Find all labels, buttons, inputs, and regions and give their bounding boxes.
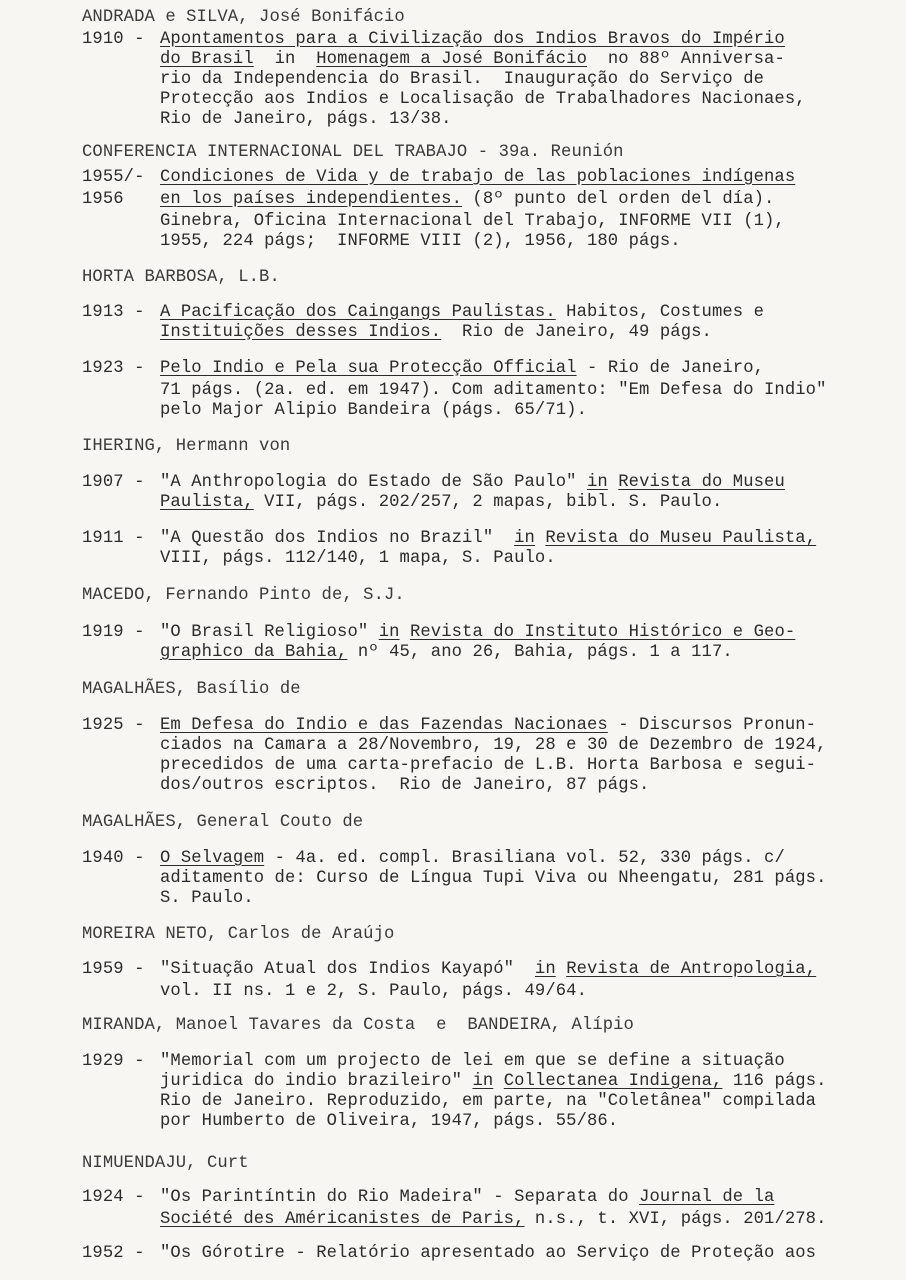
underlined-title: graphico da Bahia, [160,643,348,662]
reference-text: dos/outros escriptos. Rio de Janeiro, 87 págs. [160,776,650,795]
reference-continuation [82,90,806,110]
reference-line [82,529,816,549]
reference-text [535,529,545,548]
reference-text: "Os Górotire - Relatório apresentado ao Serviço de Proteção aos [160,1244,817,1263]
author-name: MACEDO, Fernando Pinto de, S.J. [82,586,405,605]
underlined-title: Revista do Museu [618,473,785,492]
reference-line [82,960,816,980]
reference-text [493,1072,503,1091]
reference-text: Rio de Janeiro, 49 págs. [441,323,712,342]
reference-year: 1910 - [82,30,145,49]
reference-continuation [82,381,827,401]
underlined-title: do Brasil [160,50,254,69]
reference-continuation [82,736,827,756]
reference-text [556,960,566,979]
reference-text: Habitos, Costumes e [555,303,765,322]
author-heading [82,1154,249,1174]
reference-year: 1929 - [82,1052,145,1071]
reference-continuation [82,110,452,130]
reference-text: nº 45, ano 26, Bahia, págs. 1 a 117. [347,643,733,662]
reference-line [82,1188,774,1208]
author-name: MAGALHÃES, General Couto de [82,813,364,832]
reference-continuation [82,1210,827,1230]
author-heading [82,1016,634,1036]
reference-text [608,473,618,492]
reference-continuation [82,549,556,569]
underlined-title: Revista do Instituto Histórico e Geo- [409,623,796,642]
underlined-title: Homenagem a José Bonifácio [316,50,588,69]
reference-line [82,1052,785,1072]
author-name: MIRANDA, Manoel Tavares da Costa e BANDEIRA, Alípio [82,1016,634,1035]
reference-continuation [82,401,587,421]
reference-text: 116 págs. [722,1072,827,1091]
reference-year: 1911 - [82,529,145,548]
reference-year: 1907 - [82,473,145,492]
reference-continuation [82,70,764,90]
author-heading [82,925,394,945]
reference-text: - 4a. ed. compl. Brasiliana vol. 52, 330 págs. c/ [264,849,785,868]
reference-text: rio da Independencia do Brasil. Inauguração do Serviço de [160,70,765,89]
author-name: HORTA BARBOSA, L.B. [82,268,280,287]
reference-line [82,473,785,493]
reference-line [82,716,816,736]
reference-text: Rio de Janeiro, págs. 13/38. [160,110,452,129]
reference-line [82,168,795,188]
reference-line [82,30,785,50]
reference-continuation [82,869,827,889]
reference-text: - Discursos Pronun- [607,716,817,735]
reference-text: "Os Parintíntin do Rio Madeira" - Separata do [160,1188,640,1207]
reference-text: S. Paulo. [160,889,254,908]
reference-continuation [82,889,254,909]
reference-continuation [82,50,785,70]
reference-text: juridica do indio brazileiro" [160,1072,473,1091]
reference-line [82,359,764,379]
reference-continuation [82,323,712,343]
underlined-title: Condiciones de Vida y de trabajo de las poblaciones indígenas [160,168,796,187]
reference-continuation [82,776,649,796]
reference-text: Ginebra, Oficina Internacional del Trabajo, INFORME VII (1), [160,212,785,231]
reference-text: no 88º Anniversa- [587,50,785,69]
reference-text: 71 págs. (2a. ed. em 1947). Com aditamento: "Em Defesa do Indio" [160,381,827,400]
underlined-title: in [534,960,556,979]
underlined-title: in [378,623,400,642]
reference-text: "O Brasil Religioso" [160,623,379,642]
underlined-title: in [472,1072,494,1091]
reference-text [400,623,410,642]
reference-line [82,190,774,210]
reference-line [82,849,785,869]
reference-text: in [253,50,317,69]
reference-year: 1925 - [82,716,145,735]
underlined-title: Paulista, [160,493,254,512]
reference-year: 1955/- [82,168,145,187]
reference-text: - Rio de Janeiro, [576,359,765,378]
underlined-title: Collectanea Indigena, [503,1072,723,1091]
reference-text: "Situação Atual dos Indios Kayapó" [160,960,535,979]
reference-text: Rio de Janeiro. Reproduzido, em parte, na "Coletânea" compilada [160,1092,817,1111]
reference-text: pelo Major Alipio Bandeira (págs. 65/71). [160,401,587,420]
reference-text: 1955, 224 págs; INFORME VIII (2), 1956, 180 págs. [160,232,681,251]
author-name: NIMUENDAJU, Curt [82,1154,249,1173]
reference-text: Protecção aos Indios e Localisação de Trabalhadores Nacionaes, [160,90,806,109]
reference-year: 1956 [82,190,124,209]
author-heading [82,680,301,700]
reference-year: 1923 - [82,359,145,378]
reference-text: aditamento de: Curso de Língua Tupi Viva ou Nheengatu, 281 págs. [160,869,827,888]
reference-continuation [82,982,587,1002]
reference-text: ciados na Camara a 28/Novembro, 19, 28 e 30 de Dezembro de 1924, [160,736,827,755]
underlined-title: in [586,473,608,492]
reference-text: VIII, págs. 112/140, 1 mapa, S. Paulo. [160,549,556,568]
reference-year: 1919 - [82,623,145,642]
underlined-title: Instituições desses Indios. [160,323,442,342]
reference-continuation [82,212,785,232]
reference-continuation [82,756,816,776]
reference-line [82,1244,816,1264]
author-heading [82,813,363,833]
author-heading [82,586,405,606]
reference-text: vol. II ns. 1 e 2, S. Paulo, págs. 49/64. [160,982,587,1001]
underlined-title: Pelo Indio e Pela sua Protecção Official [160,359,577,378]
reference-line [82,303,764,323]
underlined-title: A Pacificação dos Caingangs Paulistas. [160,303,556,322]
reference-year: 1940 - [82,849,145,868]
reference-year: 1913 - [82,303,145,322]
underlined-title: Apontamentos para a Civilização dos Indios Bravos do Império [160,30,785,49]
reference-continuation [82,232,681,252]
reference-year: 1952 - [82,1244,145,1263]
underlined-title: Revista do Museu Paulista, [545,529,817,548]
underlined-title: in [514,529,535,548]
author-name: CONFERENCIA INTERNACIONAL DEL TRABAJO - 39a. Reunión [82,143,624,162]
reference-text: "A Anthropologia do Estado de São Paulo" [160,473,587,492]
author-name: ANDRADA e SILVA, José Bonifácio [82,8,405,27]
reference-line [82,623,795,643]
reference-text: precedidos de uma carta-prefacio de L.B. Horta Barbosa e segui- [160,756,817,775]
reference-text: (8º punto del orden del día). [462,190,775,209]
reference-continuation [82,643,733,663]
reference-year: 1924 - [82,1188,145,1207]
author-heading [82,143,624,163]
underlined-title: Société des Américanistes de Paris, [160,1210,525,1229]
reference-continuation [82,1112,618,1132]
underlined-title: Em Defesa do Indio e das Fazendas Nacionaes [160,716,608,735]
author-name: MAGALHÃES, Basílio de [82,680,301,699]
underlined-title: Journal de la [639,1188,775,1207]
reference-text: "Memorial com um projecto de lei em que se define a situação [160,1052,785,1071]
reference-continuation [82,1072,827,1092]
underlined-title: O Selvagem [160,849,265,868]
author-heading [82,268,280,288]
underlined-title: en los países independientes. [160,190,463,209]
reference-year: 1959 - [82,960,145,979]
author-name: MOREIRA NETO, Carlos de Araújo [82,925,395,944]
reference-continuation [82,493,722,513]
author-heading [82,8,405,28]
reference-continuation [82,1092,816,1112]
author-name: IHERING, Hermann von [82,437,291,456]
reference-text: por Humberto de Oliveira, 1947, págs. 55/86. [160,1112,619,1131]
author-heading [82,437,290,457]
reference-text: n.s., t. XVI, págs. 201/278. [524,1210,827,1229]
reference-text: "A Questão dos Indios no Brazil" [160,529,515,548]
reference-text: VII, págs. 202/257, 2 mapas, bibl. S. Paulo. [253,493,723,512]
underlined-title: Revista de Antropologia, [566,960,817,979]
